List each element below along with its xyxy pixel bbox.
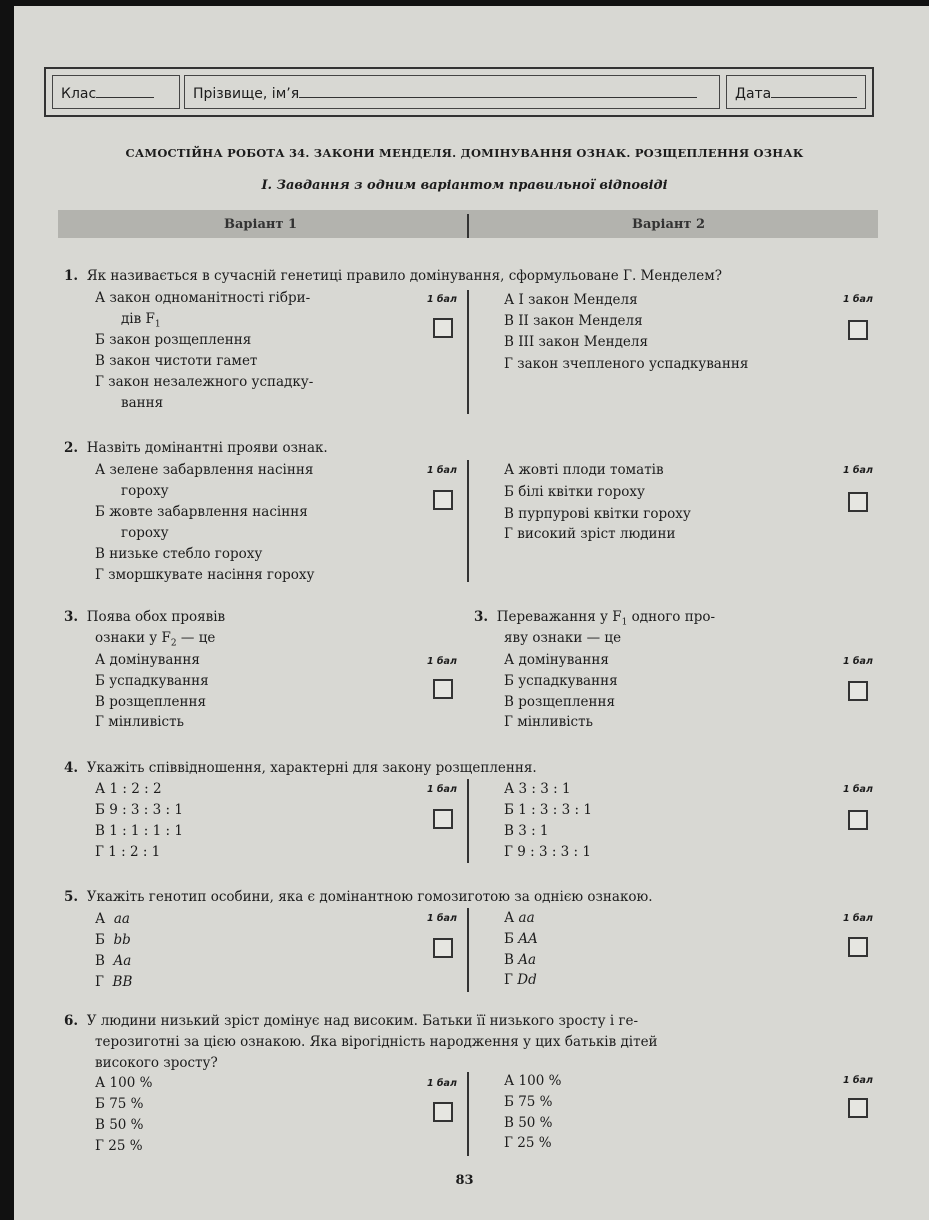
q2-v1-option-b-cont: гороху <box>121 525 169 541</box>
q1-v1-answer-box[interactable] <box>433 318 453 338</box>
variant-header-bar <box>58 210 878 238</box>
page-number: 83 <box>455 1173 474 1188</box>
question-6-text-line3: високого зросту? <box>95 1055 218 1071</box>
q4-v1-option-a: А 1 : 2 : 2 <box>95 781 162 797</box>
question-2-text: 2. Назвіть домінантні прояви ознак. <box>64 440 328 456</box>
question-4-text: 4. Укажіть співвідношення, характерні для закону розщеплення. <box>64 760 537 776</box>
q4-v2-option-b: Б 1 : 3 : 3 : 1 <box>504 802 592 818</box>
q5-v2-option-c: В Aa <box>504 952 537 968</box>
q3-v2-option-a: А домінування <box>504 652 609 668</box>
q5-v1-score: 1 бал <box>427 913 457 924</box>
q5-v1-option-b: Б bb <box>95 932 131 948</box>
q6-v1-option-c: В 50 % <box>95 1117 144 1133</box>
q5-v2-option-d: Г Dd <box>504 972 537 988</box>
q1-v1-option-a: А закон одноманітності гібри- <box>95 290 311 306</box>
q5-v1-option-c: В Aa <box>95 953 132 969</box>
variant-1-label: Варіант 1 <box>224 217 298 232</box>
variant-2-label: Варіант 2 <box>632 217 706 232</box>
q1-v1-option-c: В закон чистоти гамет <box>95 353 258 369</box>
q1-v1-option-a-cont: дів $F_1$ <box>121 311 161 330</box>
q6-v2-answer-box[interactable] <box>848 1098 868 1118</box>
q4-v1-option-c: В 1 : 1 : 1 : 1 <box>95 823 183 839</box>
q4-v2-option-a: А 3 : 3 : 1 <box>504 781 571 797</box>
q3-v2-answer-box[interactable] <box>848 681 868 701</box>
q2-v1-option-c: В низьке стебло гороху <box>95 546 263 562</box>
q6-v1-option-d: Г 25 % <box>95 1138 143 1154</box>
q5-v2-score: 1 бал <box>843 913 873 924</box>
q6-v2-score: 1 бал <box>843 1075 873 1086</box>
q1-v1-option-b: Б закон розщеплення <box>95 332 252 348</box>
q3-v1-option-a: А домінування <box>95 652 200 668</box>
class-field[interactable] <box>52 75 180 109</box>
q3-v1-score: 1 бал <box>427 656 457 667</box>
q6-v2-option-a: А 100 % <box>504 1073 562 1089</box>
question-1-text: 1. Як називається в сучасній генетиці правило домінування, сформульоване Г. Менделем? <box>64 268 722 284</box>
q1-v1-score: 1 бал <box>427 294 457 305</box>
q6-v1-score: 1 бал <box>427 1078 457 1089</box>
question-3-v2-text-line1: 3. Переважання у $F_1$ одного про- <box>474 609 716 628</box>
q3-v2-option-d: Г мінливість <box>504 714 593 730</box>
q4-v2-option-c: В 3 : 1 <box>504 823 549 839</box>
question-3-v2-text-line2: яву ознаки — це <box>504 630 622 646</box>
q4-v1-answer-box[interactable] <box>433 809 453 829</box>
q5-v2-option-a: А aa <box>504 910 535 926</box>
question-5-text: 5. Укажіть генотип особини, яка є домінантною гомозиготою за однією ознакою. <box>64 889 653 905</box>
q2-v2-option-d: Г високий зріст людини <box>504 526 676 542</box>
q3-v1-option-c: В розщеплення <box>95 694 206 710</box>
name-label: Прізвище, ім’я <box>193 86 300 102</box>
q5-v2-answer-box[interactable] <box>848 937 868 957</box>
question-3-v1-text-line1: 3. Поява обох проявів <box>64 609 226 625</box>
q5-v2-option-b: Б AA <box>504 931 538 947</box>
q4-v1-option-d: Г 1 : 2 : 1 <box>95 844 161 860</box>
q4-v1-score: 1 бал <box>427 784 457 795</box>
q1-v2-option-b: В ІІ закон Менделя <box>504 313 643 329</box>
q1-v2-option-d: Г закон зчепленого успадкування <box>504 356 749 372</box>
q6-v1-option-b: Б 75 % <box>95 1096 144 1112</box>
q1-v2-answer-box[interactable] <box>848 320 868 340</box>
q4-v2-answer-box[interactable] <box>848 810 868 830</box>
q3-v1-answer-box[interactable] <box>433 679 453 699</box>
date-field[interactable] <box>726 75 866 109</box>
q1-v1-option-d-cont: вання <box>121 395 164 411</box>
q1-v2-option-c: В ІІІ закон Менделя <box>504 334 648 350</box>
class-label: Клас <box>61 86 97 102</box>
q6-v2-option-d: Г 25 % <box>504 1135 552 1151</box>
q6-v2-option-c: В 50 % <box>504 1115 553 1131</box>
q5-v1-answer-box[interactable] <box>433 938 453 958</box>
q4-v2-score: 1 бал <box>843 784 873 795</box>
q2-v2-score: 1 бал <box>843 465 873 476</box>
q2-v1-answer-box[interactable] <box>433 490 453 510</box>
q1-v1-option-d: Г закон незалежного успадку- <box>95 374 314 390</box>
question-3-v1-text-line2: ознаки у $F_2$ — це <box>95 630 216 649</box>
q6-v2-option-b: Б 75 % <box>504 1094 553 1110</box>
q5-v1-option-d: Г BB <box>95 974 133 990</box>
q3-v2-option-c: В розщеплення <box>504 694 615 710</box>
date-label: Дата <box>735 86 772 102</box>
worksheet-title: САМОСТІЙНА РОБОТА 34. ЗАКОНИ МЕНДЕЛЯ. ДОМІНУВАННЯ ОЗНАК. РОЗЩЕПЛЕННЯ ОЗНАК <box>125 146 804 160</box>
q2-v1-score: 1 бал <box>427 465 457 476</box>
q1-v2-option-a: А І закон Менделя <box>504 292 638 308</box>
student-info-header <box>44 67 874 117</box>
q6-v1-option-a: А 100 % <box>95 1075 153 1091</box>
q3-v2-score: 1 бал <box>843 656 873 667</box>
q2-v1-option-a: А зелене забарвлення насіння <box>95 462 314 478</box>
q2-v2-option-b: Б білі квітки гороху <box>504 484 645 500</box>
section-title: І. Завдання з одним варіантом правильної відповіді <box>261 178 668 193</box>
q3-v2-option-b: Б успадкування <box>504 673 618 689</box>
q6-v1-answer-box[interactable] <box>433 1102 453 1122</box>
question-6-text-line1: 6. У людини низький зріст домінує над високим. Батьки її низького зросту і ге- <box>64 1013 639 1029</box>
name-field[interactable] <box>184 75 720 109</box>
q1-v2-score: 1 бал <box>843 294 873 305</box>
q4-v1-option-b: Б 9 : 3 : 3 : 1 <box>95 802 183 818</box>
q2-v2-option-a: А жовті плоди томатів <box>504 462 664 478</box>
q2-v1-option-b: Б жовте забарвлення насіння <box>95 504 308 520</box>
q2-v2-answer-box[interactable] <box>848 492 868 512</box>
q2-v2-option-c: В пурпурові квітки гороху <box>504 506 691 522</box>
q3-v1-option-b: Б успадкування <box>95 673 209 689</box>
q3-v1-option-d: Г мінливість <box>95 714 184 730</box>
question-6-text-line2: терозиготні за цією ознакою. Яка вірогідність народження у цих батьків дітей <box>95 1034 658 1050</box>
q4-v2-option-d: Г 9 : 3 : 3 : 1 <box>504 844 591 860</box>
q2-v1-option-d: Г зморшкувате насіння гороху <box>95 567 315 583</box>
q2-v1-option-a-cont: гороху <box>121 483 169 499</box>
q5-v1-option-a: А aa <box>95 911 130 927</box>
